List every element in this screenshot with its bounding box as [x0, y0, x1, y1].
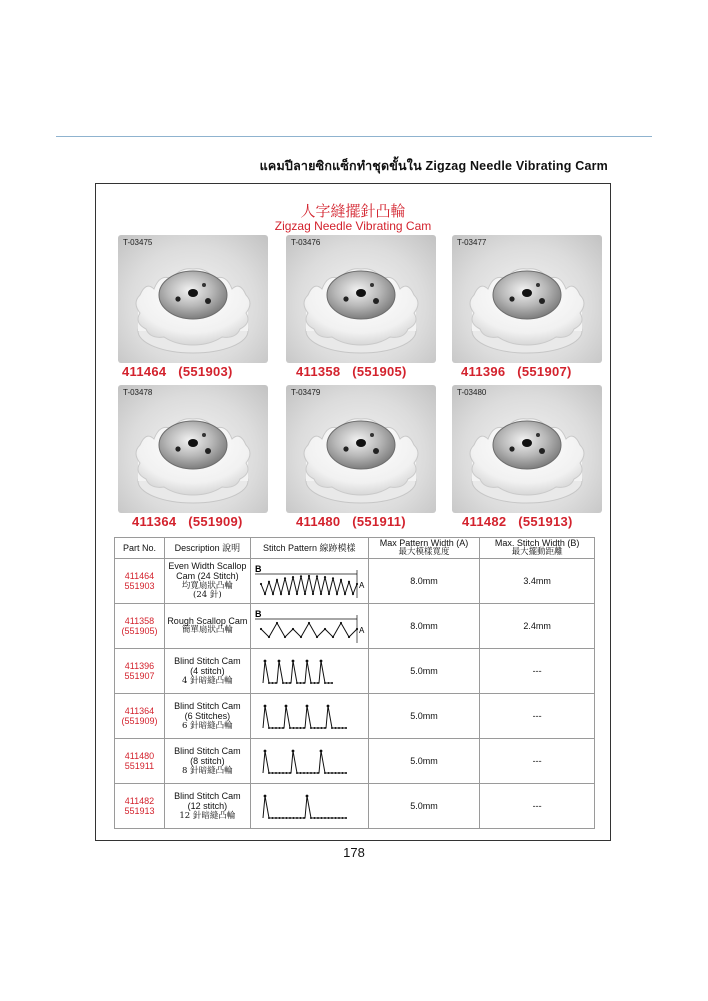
part-caption-2 [296, 364, 407, 379]
row-part-ref: 551903 [124, 581, 155, 592]
product-photo-1 [118, 235, 268, 363]
row-part-ref: 551913 [124, 806, 155, 817]
row-desc-line1: Blind Stitch Cam [174, 745, 241, 756]
header-max-pattern-width [368, 538, 480, 559]
header-max-stitch-width-cn: 最大擺動距離 [511, 547, 563, 558]
row-desc-line2: (8 stitch) [190, 756, 225, 767]
row-max-pattern-width: 8.0mm [368, 559, 480, 604]
row-description-cell [164, 694, 250, 739]
row-max-stitch-width: --- [480, 739, 595, 784]
row-desc-cn: 6 針暗縫凸輪 [182, 720, 233, 731]
row-description-cell [164, 649, 250, 694]
row-desc-line1: Blind Stitch Cam [174, 655, 241, 666]
product-photo-5 [286, 385, 436, 513]
row-desc-line1: Blind Stitch Cam [174, 790, 241, 801]
row-stitch-pattern [250, 739, 368, 784]
spec-table [114, 537, 595, 829]
part-ref: (551905) [352, 364, 407, 379]
row-desc-cn: 均寬扇狀凸輪 [181, 580, 233, 591]
row-stitch-pattern [250, 604, 368, 649]
row-stitch-pattern [250, 649, 368, 694]
row-part-number: 411396 [124, 660, 155, 671]
row-desc-cn: 12 針暗縫凸輪 [179, 810, 236, 821]
row-part-number: 411364 [124, 705, 155, 716]
cam-image [452, 393, 602, 513]
row-part-ref: (551909) [121, 716, 158, 727]
catalog-title-cn: 人字縫擺針凸輪 [300, 202, 406, 220]
row-desc-line1: Even Width Scallop [168, 561, 247, 571]
part-number: 411396 [461, 364, 506, 379]
row-desc-line2: (6 Stitches) [184, 711, 231, 722]
header-max-pattern-width-en: Max Pattern Width (A) [379, 538, 469, 548]
table-row [115, 784, 595, 829]
top-rule [56, 136, 652, 137]
row-max-pattern-width: 5.0mm [368, 694, 480, 739]
row-part-ref: 551907 [124, 671, 155, 682]
label-a: A [359, 581, 365, 591]
product-code: T-03478 [123, 388, 153, 397]
part-ref: (551903) [178, 364, 233, 379]
catalog-panel [95, 183, 611, 841]
part-number: 411482 [462, 514, 507, 529]
product-photo-3 [452, 235, 602, 363]
part-caption-6 [462, 514, 573, 529]
row-description-cell [164, 604, 250, 649]
row-part-cell [115, 784, 165, 829]
row-desc-line2: (12 stitch) [187, 801, 228, 812]
part-number: 411480 [296, 514, 341, 529]
stitch-pattern-blind [257, 696, 361, 736]
part-caption-4 [132, 514, 243, 529]
row-description-cell [164, 559, 250, 604]
product-photo-6 [452, 385, 602, 513]
product-code: T-03476 [291, 238, 321, 247]
row-max-pattern-width: 5.0mm [368, 649, 480, 694]
row-description-cell [164, 784, 250, 829]
product-photo-4 [118, 385, 268, 513]
label-b: B [255, 609, 262, 620]
table-row [115, 694, 595, 739]
row-stitch-pattern [250, 559, 368, 604]
row-max-pattern-width: 5.0mm [368, 739, 480, 784]
stitch-pattern-blind [257, 741, 361, 781]
header-part-no: Part No. [115, 538, 165, 559]
table-header-row [115, 538, 595, 559]
page-heading: แคมปีลายซิกแซ็กทำชุดขั้นใน Zigzag Needle Vibrating Carm [259, 159, 608, 173]
stitch-pattern-rough-scallop [253, 605, 365, 647]
row-part-number: 411464 [124, 570, 155, 581]
row-desc-cn: 8 針暗縫凸輪 [182, 765, 233, 776]
part-ref: (551913) [518, 514, 573, 529]
part-caption-1 [122, 364, 233, 379]
label-a: A [359, 626, 365, 636]
row-part-cell [115, 559, 165, 604]
header-max-pattern-width-cn: 最大模樣寬度 [398, 547, 450, 558]
part-ref: (551907) [517, 364, 572, 379]
product-code: T-03479 [291, 388, 321, 397]
stitch-pattern-blind [257, 786, 361, 826]
row-desc-cn: 4 針暗縫凸輪 [182, 675, 233, 686]
row-desc-line1: Blind Stitch Cam [174, 700, 241, 711]
cam-image [118, 393, 268, 513]
cam-image [118, 243, 268, 363]
cam-image [286, 393, 436, 513]
part-caption-3 [461, 364, 572, 379]
row-max-stitch-width: 2.4mm [480, 604, 595, 649]
header-max-stitch-width-en: Max. Stitch Width (B) [494, 538, 580, 548]
part-caption-5 [296, 514, 406, 529]
row-part-cell [115, 604, 165, 649]
row-part-ref: 551911 [124, 761, 155, 772]
row-part-number: 411482 [124, 795, 155, 806]
cam-image [452, 243, 602, 363]
part-ref: (551909) [188, 514, 243, 529]
cam-image [286, 243, 436, 363]
table-row [115, 604, 595, 649]
page-number: 178 [343, 845, 365, 860]
part-number: 411464 [122, 364, 167, 379]
header-stitch-pattern: Stitch Pattern 線跡模樣 [250, 538, 368, 559]
stitch-pattern-even-scallop [253, 560, 365, 602]
row-part-number: 411358 [124, 615, 155, 626]
row-part-cell [115, 739, 165, 784]
part-number: 411364 [132, 514, 177, 529]
row-max-pattern-width: 5.0mm [368, 784, 480, 829]
row-stitch-pattern [250, 784, 368, 829]
header-max-stitch-width [480, 538, 595, 559]
header-description: Description 說明 [164, 538, 250, 559]
row-desc-line2: (4 stitch) [190, 666, 225, 677]
row-part-cell [115, 649, 165, 694]
table-row [115, 739, 595, 784]
catalog-title-en: Zigzag Needle Vibrating Cam [274, 219, 432, 233]
row-max-stitch-width: --- [480, 649, 595, 694]
row-part-cell [115, 694, 165, 739]
row-max-stitch-width: 3.4mm [480, 559, 595, 604]
stitch-pattern-blind [257, 651, 361, 691]
row-max-pattern-width: 8.0mm [368, 604, 480, 649]
row-max-stitch-width: --- [480, 784, 595, 829]
product-code: T-03475 [123, 238, 153, 247]
product-code: T-03477 [457, 238, 487, 247]
row-desc-line1: Rough Scallop Cam [167, 616, 248, 627]
row-desc-line3: (24 針) [193, 590, 222, 601]
row-part-ref: (551905) [121, 626, 158, 637]
part-number: 411358 [296, 364, 341, 379]
row-stitch-pattern [250, 694, 368, 739]
row-part-number: 411480 [124, 750, 155, 761]
row-max-stitch-width: --- [480, 694, 595, 739]
product-photo-2 [286, 235, 436, 363]
part-ref: (551911) [352, 514, 406, 529]
row-description-cell [164, 739, 250, 784]
row-desc-cn: 簡單扇狀凸輪 [181, 625, 233, 636]
label-b: B [255, 564, 262, 575]
product-code: T-03480 [457, 388, 487, 397]
table-row [115, 559, 595, 604]
table-row [115, 649, 595, 694]
row-desc-line2: Cam (24 Stitch) [176, 571, 239, 582]
